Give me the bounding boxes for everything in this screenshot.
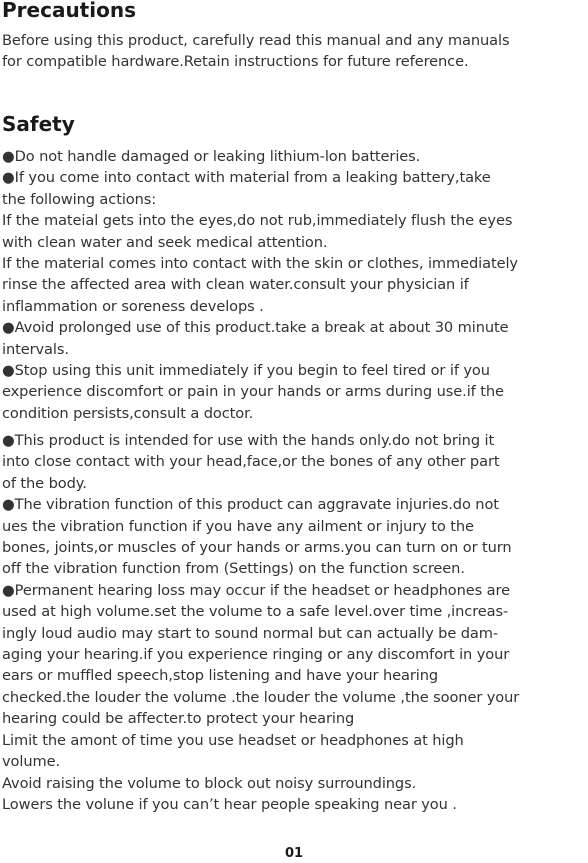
page-number: 01 xyxy=(284,846,304,861)
safety-paragraph-2: ●This product is intended for use with the hands only.do not bring it into close contact with your head,face,or the bones of any other part of the body. ●The vibration function of this product can aggravate injuries.do not ues the vibration function if you have any ailment or injury to the bones, joints,or muscles of your hands or arms.you can turn on or turn off the vibration function from (Settings) on the function screen. ●Permanent hearing loss may occur if the headset or headphones are used at high volume.set the volume to a safe level.over time ,increas- ingly loud audio may start to sound normal but can actually be dam- aging your hearing.if you experience ringing or any discomfort in your ears or muffled speech,stop listening and have your hearing checked.the louder the volume .the louder the volume ,the sooner your hearing could be affecter.to protect your hearing Limit the amont of time you use headset or headphones at high volume. Avoid raising the volume to block out noisy surroundings. Lowers the volune if you can’t hear people speaking near you . xyxy=(2,432,520,813)
precautions-intro: Before using this product, carefully read this manual and any manuals for compatible hardware.Retain instructions for future reference. xyxy=(2,32,510,71)
precautions-heading: Precautions xyxy=(2,0,136,22)
safety-paragraph-1: ●Do not handle damaged or leaking lithium-lon batteries. ●If you come into contact with material from a leaking battery,take the following actions: If the mateial gets into the eyes,do not rub,immediately flush the eyes with clean water and seek medical attention. If the material comes into contact with the skin or clothes, immediately rinse the affected area with clean water.consult your physician if inflammation or soreness develops . ●Avoid prolonged use of this product.take a break at about 30 minute intervals. ●Stop using this unit immediately if you begin to feel tired or if you experience discomfort or pain in your hands or arms during use.if the condition persists,consult a doctor. xyxy=(2,148,518,422)
safety-heading: Safety xyxy=(2,112,75,136)
